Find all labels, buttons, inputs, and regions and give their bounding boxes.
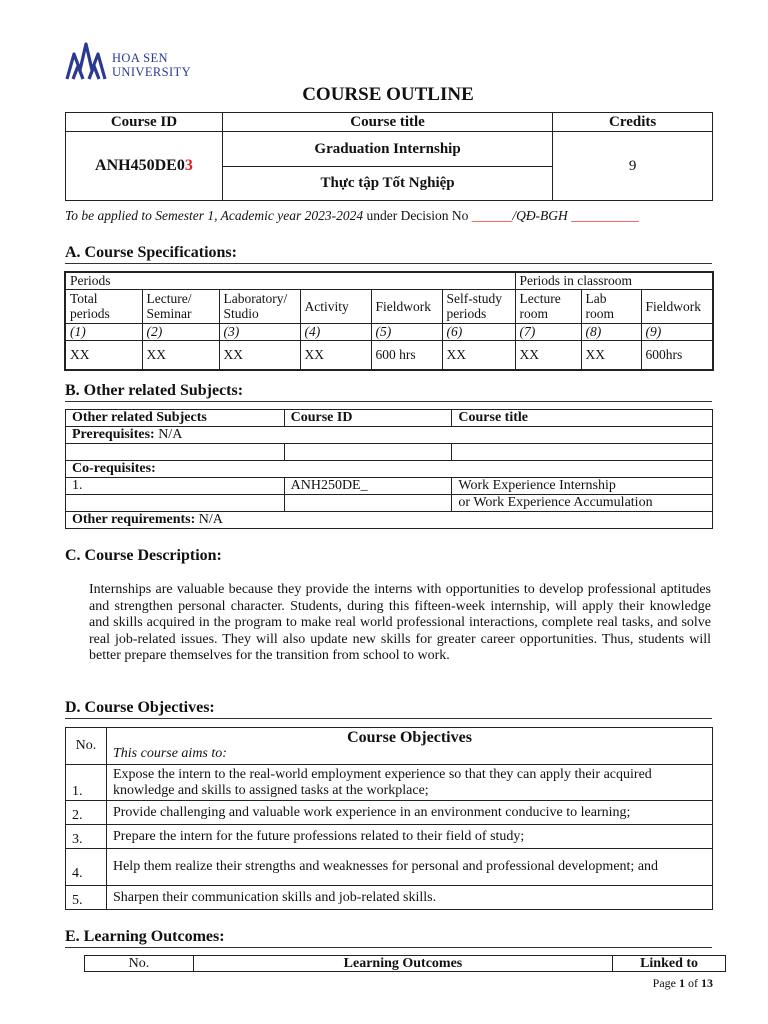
- logo-line2: UNIVERSITY: [112, 65, 191, 79]
- prereq-value: N/A: [154, 427, 183, 442]
- page-of: of: [685, 976, 701, 990]
- spec-number: (7): [515, 323, 581, 340]
- spec-header: Total periods: [65, 289, 142, 323]
- section-e-heading: E. Learning Outcomes:: [65, 928, 712, 948]
- col-linked-to: Linked to: [613, 956, 726, 972]
- objective-text: Help them realize their strengths and weaknesses for personal and professional development; and: [106, 849, 712, 886]
- objective-text: Prepare the intern for the future professions related to their field of study;: [106, 825, 712, 849]
- spec-value: XX: [219, 340, 300, 370]
- lotus-logo-icon: [64, 40, 108, 82]
- spec-value: XX: [300, 340, 371, 370]
- course-id: ANH450DE0: [95, 157, 185, 174]
- col-related-subjects: Other related Subjects: [66, 410, 285, 427]
- col-credits: Credits: [553, 113, 713, 132]
- spec-value: XX: [515, 340, 581, 370]
- col-learning-outcomes: Learning Outcomes: [193, 956, 612, 972]
- objective-no: 2.: [66, 801, 107, 825]
- col-course-id: Course ID: [66, 113, 223, 132]
- col-related-course-id: Course ID: [284, 410, 452, 427]
- section-d-heading: D. Course Objectives:: [65, 699, 712, 719]
- objective-no: 5.: [66, 886, 107, 910]
- coreq-course-title-alt: or Work Experience Accumulation: [452, 495, 713, 512]
- section-a-heading: A. Course Specifications:: [65, 244, 712, 264]
- decision-blank1: ______: [471, 208, 513, 223]
- spec-header: Fieldwork: [371, 289, 442, 323]
- course-spec-table: [64, 271, 714, 371]
- course-header-table: [65, 112, 713, 201]
- other-req-value: N/A: [195, 512, 223, 527]
- page-label: Page: [652, 976, 679, 990]
- objectives-header-cell: [106, 728, 712, 765]
- spec-header: Activity: [300, 289, 371, 323]
- spec-number: (4): [300, 323, 371, 340]
- spec-value: XX: [442, 340, 515, 370]
- objectives-table: [65, 727, 713, 910]
- page-title: COURSE OUTLINE: [302, 84, 474, 105]
- spec-header: Fieldwork: [641, 289, 713, 323]
- spec-header: Laboratory/ Studio: [219, 289, 300, 323]
- credits-value: 9: [553, 132, 713, 201]
- empty-cell: [66, 444, 285, 461]
- empty-cell: [66, 495, 285, 512]
- spec-value: XX: [142, 340, 219, 370]
- spec-header: Lecture/ Seminar: [142, 289, 219, 323]
- spec-number: (3): [219, 323, 300, 340]
- learning-outcomes-table: [84, 955, 726, 972]
- applied-text2: under Decision No: [366, 208, 472, 223]
- empty-cell: [284, 444, 452, 461]
- objective-text: Provide challenging and valuable work experience in an environment conducive to learning;: [106, 801, 712, 825]
- applied-text3: /QĐ-BGH: [512, 208, 572, 223]
- spec-number: (1): [65, 323, 142, 340]
- coreq-label: Co-requisites:: [66, 461, 713, 478]
- col-related-course-title: Course title: [452, 410, 713, 427]
- spec-value: XX: [65, 340, 142, 370]
- objective-no: 1.: [66, 765, 107, 801]
- course-id-cell: [66, 132, 223, 201]
- page-footer: [653, 976, 713, 991]
- related-subjects-table: [65, 409, 713, 529]
- objective-no: 4.: [66, 849, 107, 886]
- spec-number: (6): [442, 323, 515, 340]
- spec-value: 600hrs: [641, 340, 713, 370]
- empty-cell: [284, 495, 452, 512]
- page-number: 1: [679, 976, 685, 990]
- applied-text1: To be applied to Semester 1, Academic year 2023-2024: [65, 208, 367, 223]
- spec-header: Self-study periods: [442, 289, 515, 323]
- spec-value: XX: [581, 340, 641, 370]
- course-description: Internships are valuable because they provide the interns with opportunities to develop professional aptitudes and strengthen personal character. Students, during this fifteen-week internship, will apply their knowledge and skills acquired in the program to make real world professional interactions, complete real tasks, and solve real job-related issues. They will also update new skills for greater career opportunities. Thus, students will better prepare themselves for the transition from school to work.: [89, 582, 711, 664]
- spec-periods: Periods: [65, 272, 515, 289]
- logo-line1: HOA SEN: [112, 51, 168, 65]
- page-total: 13: [701, 976, 713, 990]
- decision-blank2: __________: [571, 208, 639, 223]
- objective-text: Sharpen their communication skills and job-related skills.: [106, 886, 712, 910]
- other-requirements-row: [66, 512, 713, 529]
- applied-note: [65, 208, 639, 224]
- spec-header: Lecture room: [515, 289, 581, 323]
- objectives-intro: This course aims to:: [112, 746, 227, 761]
- section-c-heading: C. Course Description:: [65, 547, 222, 564]
- spec-header: Lab room: [581, 289, 641, 323]
- coreq-no: 1.: [66, 478, 285, 495]
- spec-number: (8): [581, 323, 641, 340]
- course-id-suffix: 3: [184, 157, 193, 174]
- spec-value: 600 hrs: [371, 340, 442, 370]
- other-req-label: Other requirements:: [72, 512, 196, 527]
- col-outcome-no: No.: [85, 956, 194, 972]
- spec-periods-classroom: Periods in classroom: [515, 272, 713, 289]
- spec-number: (9): [641, 323, 713, 340]
- coreq-course-title: Work Experience Internship: [452, 478, 713, 495]
- section-b-heading: B. Other related Subjects:: [65, 382, 712, 402]
- university-logo: [64, 40, 209, 84]
- prereq-label: Prerequisites:: [72, 427, 155, 442]
- col-course-title: Course title: [222, 113, 552, 132]
- empty-cell: [452, 444, 713, 461]
- objective-no: 3.: [66, 825, 107, 849]
- spec-number: (5): [371, 323, 442, 340]
- col-objective-no: No.: [66, 728, 107, 765]
- objective-text: Expose the intern to the real-world employment experience so that they can apply their acquired knowledge and skills to assigned tasks at the workplace;: [106, 765, 712, 801]
- col-objective-title: Course Objectives: [347, 729, 472, 746]
- prerequisites-row: [66, 427, 713, 444]
- course-title-en: Graduation Internship: [222, 132, 552, 167]
- logo-text: [112, 51, 191, 79]
- coreq-course-id: ANH250DE_: [284, 478, 452, 495]
- course-title-vi: Thực tập Tốt Nghiệp: [222, 167, 552, 201]
- spec-number: (2): [142, 323, 219, 340]
